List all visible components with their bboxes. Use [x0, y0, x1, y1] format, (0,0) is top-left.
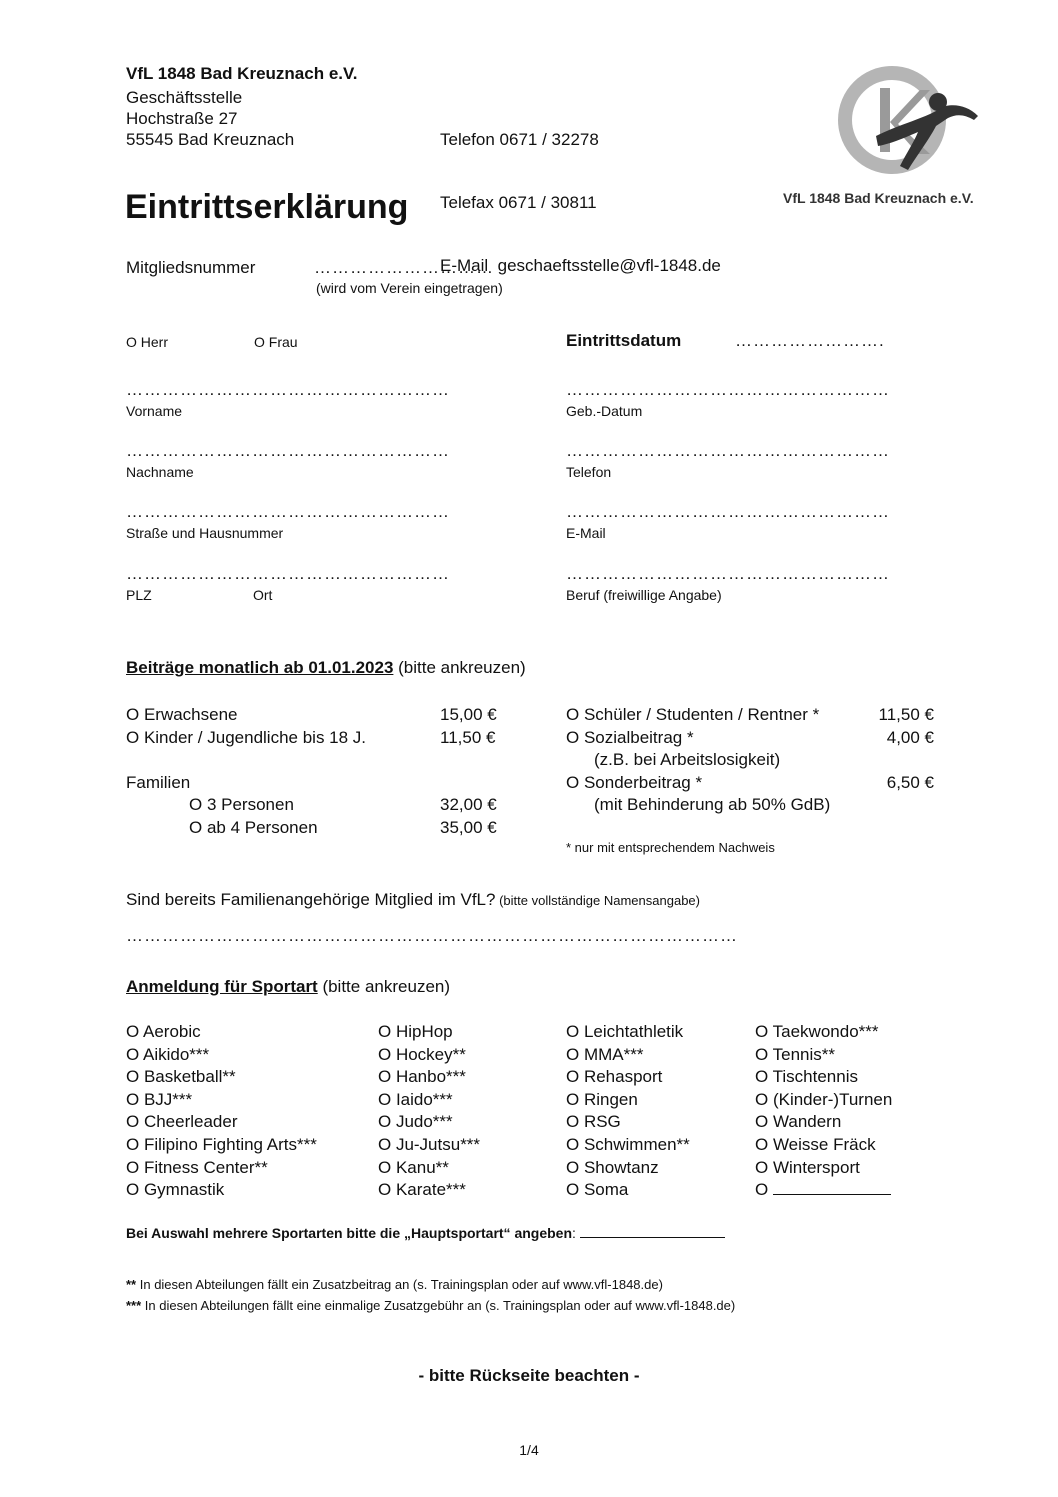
address-line: Geschäftsstelle [126, 88, 243, 107]
sports-heading-title: Anmeldung für Sportart [126, 977, 318, 996]
fee-special-note: (mit Behinderung ab 50% GdB) [594, 795, 831, 814]
other-sport-input[interactable] [773, 1180, 891, 1195]
member-number-label: Mitgliedsnummer [126, 258, 256, 277]
sport-option[interactable]: O Iaido*** [378, 1089, 453, 1109]
birth-date-field[interactable]: ……………………………………………… [566, 380, 890, 399]
address-block [126, 87, 294, 150]
occupation-label: Beruf (freiwillige Angabe) [566, 587, 722, 603]
sport-option[interactable]: O Taekwondo*** [755, 1022, 879, 1041]
street-label: Straße und Hausnummer [126, 525, 284, 541]
sport-option[interactable]: O Showtanz [566, 1157, 659, 1177]
sports-heading [126, 977, 450, 997]
sport-option[interactable]: O Tischtennis [755, 1067, 858, 1087]
sport-option-other-label: O [755, 1180, 769, 1200]
sports-column-1 [126, 1021, 317, 1202]
fee-youth-amount: 11,50 € [440, 728, 496, 747]
birth-date-label: Geb.-Datum [566, 403, 643, 419]
entry-date-label: Eintrittsdatum [566, 331, 682, 350]
sport-option[interactable]: O Wintersport [755, 1157, 860, 1177]
sport-option[interactable]: O Hanbo*** [378, 1067, 466, 1087]
salutation-frau[interactable]: O Frau [254, 334, 298, 350]
sport-option[interactable]: O BJJ*** [126, 1089, 193, 1109]
occupation-field[interactable]: ……………………………………………… [566, 564, 890, 583]
sport-option[interactable]: O Filipino Fighting Arts*** [126, 1134, 317, 1154]
email-field[interactable]: ……………………………………………… [566, 502, 890, 521]
sport-option[interactable]: O Aerobic [126, 1022, 201, 1041]
note-marker: ** [126, 1277, 137, 1292]
fee-family-3-amount: 32,00 € [440, 795, 497, 814]
sport-option[interactable]: O Kanu** [378, 1157, 449, 1177]
sports-column-4 [755, 1021, 892, 1202]
city-label: Ort [253, 587, 273, 603]
member-number-note: (wird vom Verein eingetragen) [316, 280, 503, 296]
entry-date-field[interactable]: ……………………. [735, 331, 885, 350]
contact-line: Telefon 0671 / 32278 [440, 130, 599, 149]
address-line: Hochstraße 27 [126, 109, 238, 128]
sport-option[interactable]: O Basketball** [126, 1067, 236, 1087]
family-question [126, 890, 700, 910]
sport-option[interactable]: O MMA*** [566, 1044, 644, 1064]
page-number: 1/4 [519, 1442, 539, 1458]
sport-option-other[interactable] [755, 1179, 892, 1202]
sport-option[interactable]: O Leichtathletik [566, 1022, 684, 1041]
fee-adult-amount: 15,00 € [440, 705, 497, 724]
sport-option[interactable]: O Fitness Center** [126, 1157, 268, 1177]
sport-option[interactable]: O Ju-Jutsu*** [378, 1134, 481, 1154]
logo-text: VfL 1848 Bad Kreuznach e.V. [783, 190, 974, 206]
sport-option[interactable]: O Aikido*** [126, 1044, 210, 1064]
email-label: E-Mail [566, 525, 606, 541]
sports-column-2 [378, 1021, 480, 1202]
sport-option[interactable]: O HipHop [378, 1022, 453, 1041]
sport-option[interactable]: O Cheerleader [126, 1112, 238, 1132]
sport-option[interactable]: O Soma [566, 1180, 629, 1200]
family-question-text: Sind bereits Familienangehörige Mitglied im VfL? [126, 890, 496, 909]
sport-option[interactable]: O Weisse Fräck [755, 1134, 876, 1154]
first-name-field[interactable]: ……………………………………………… [126, 380, 450, 399]
first-name-label: Vorname [126, 403, 183, 419]
note-text: In diesen Abteilungen fällt eine einmalige Zusatzgebühr an (s. Trainingsplan oder auf www.vfl-1848.de) [141, 1298, 736, 1313]
sport-option[interactable]: O Gymnastik [126, 1180, 225, 1200]
fees-heading [126, 658, 526, 678]
family-names-field[interactable]: ………………………………………………………………………………………… [126, 926, 738, 945]
back-notice: - bitte Rückseite beachten - [418, 1366, 640, 1385]
last-name-field[interactable]: ……………………………………………… [126, 441, 450, 460]
zip-city-field[interactable]: ……………………………………………… [126, 564, 450, 583]
club-logo [780, 60, 1000, 210]
fee-special-amount: 6,50 € [886, 773, 934, 792]
main-sport-row [126, 1225, 725, 1241]
fee-social-amount: 4,00 € [886, 728, 934, 747]
phone-field[interactable]: ……………………………………………… [566, 441, 890, 460]
fee-family-4-amount: 35,00 € [440, 818, 497, 837]
sport-option[interactable]: O Ringen [566, 1089, 638, 1109]
page-title: Eintrittserklärung [125, 188, 409, 226]
sport-option[interactable]: O Tennis** [755, 1044, 836, 1064]
fee-student-amount: 11,50 € [878, 705, 934, 724]
sport-option[interactable]: O (Kinder-)Turnen [755, 1089, 893, 1109]
fee-youth[interactable]: O Kinder / Jugendliche bis 18 J. [126, 728, 367, 747]
sports-heading-suffix: (bitte ankreuzen) [317, 977, 451, 996]
fees-heading-suffix: (bitte ankreuzen) [393, 658, 526, 677]
sport-option[interactable]: O Judo*** [378, 1112, 453, 1132]
street-field[interactable]: ……………………………………………… [126, 502, 450, 521]
sport-option[interactable]: O Hockey** [378, 1044, 466, 1064]
sports-column-3 [566, 1021, 690, 1202]
note-marker: *** [126, 1298, 142, 1313]
club-logo-emblem [780, 60, 1000, 210]
fees-heading-title: Beiträge monatlich ab 01.01.2023 [126, 658, 394, 677]
fee-special[interactable]: O Sonderbeitrag * [566, 773, 703, 792]
fee-family-4[interactable]: O ab 4 Personen [189, 818, 318, 837]
member-number-field[interactable]: ………………………… [314, 258, 494, 277]
sport-option[interactable]: O Schwimmen** [566, 1134, 690, 1154]
last-name-label: Nachname [126, 464, 194, 480]
fee-social[interactable]: O Sozialbeitrag * [566, 728, 694, 747]
zip-label: PLZ [126, 587, 152, 603]
family-question-note: (bitte vollständige Namensangabe) [495, 893, 700, 908]
phone-label: Telefon [566, 464, 612, 480]
sport-option[interactable]: O Wandern [755, 1112, 842, 1132]
fee-adult[interactable]: O Erwachsene [126, 705, 238, 724]
main-sport-input[interactable] [580, 1225, 725, 1238]
fee-family-3[interactable]: O 3 Personen [189, 795, 294, 814]
fee-footnote: * nur mit entsprechendem Nachweis [566, 840, 775, 855]
fee-student[interactable]: O Schüler / Studenten / Rentner * [566, 705, 820, 724]
contact-line: E-Mail geschaeftsstelle@vfl-1848.de [440, 256, 721, 275]
fee-family-label: Familien [126, 773, 191, 792]
note-triple-star [126, 1298, 735, 1313]
note-double-star [126, 1277, 663, 1292]
main-sport-prompt: Bei Auswahl mehrere Sportarten bitte die „Hauptsportart“ angeben [126, 1225, 573, 1241]
sport-option[interactable]: O Rehasport [566, 1067, 663, 1087]
sport-option[interactable]: O RSG [566, 1112, 621, 1132]
org-name: VfL 1848 Bad Kreuznach e.V. [126, 64, 358, 83]
fee-social-note: (z.B. bei Arbeitslosigkeit) [594, 750, 781, 769]
contact-line: Telefax 0671 / 30811 [440, 193, 597, 212]
address-line: 55545 Bad Kreuznach [126, 130, 295, 149]
salutation-herr[interactable]: O Herr [126, 334, 168, 350]
note-text: In diesen Abteilungen fällt ein Zusatzbeitrag an (s. Trainingsplan oder auf www.vfl-1848.de) [136, 1277, 663, 1292]
sport-option[interactable]: O Karate*** [378, 1180, 466, 1200]
main-sport-colon: : [572, 1225, 576, 1241]
